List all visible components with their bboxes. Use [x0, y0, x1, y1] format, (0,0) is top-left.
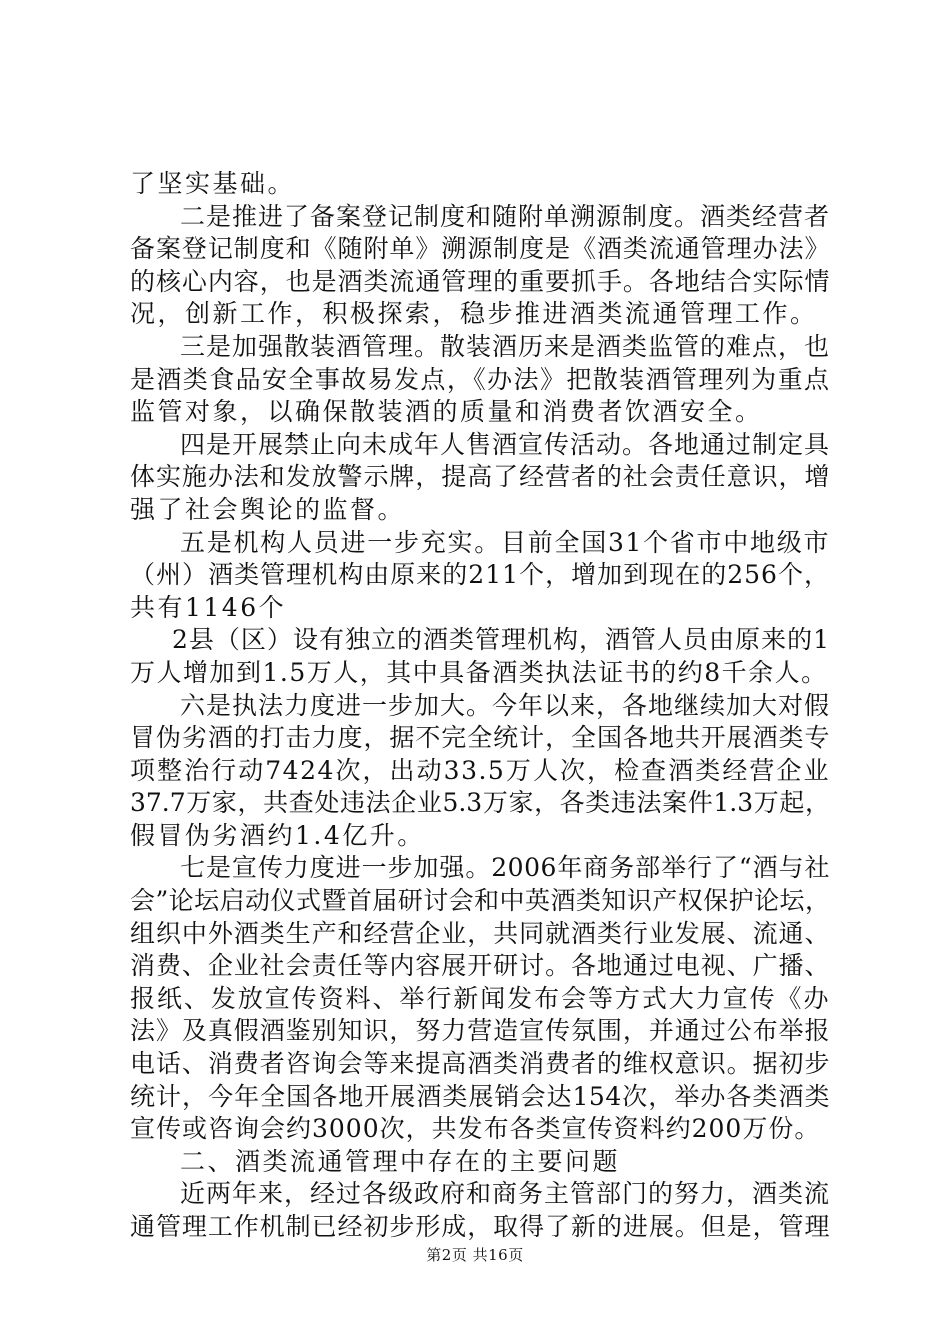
paragraph-line: 通管理工作机制已经初步形成，取得了新的进展。但是，管理	[130, 1212, 830, 1241]
paragraph-line: （州）酒类管理机构由原来的211个，增加到现在的256个，	[130, 560, 830, 590]
paragraph-line: 项整治行动7424次，出动33.5万人次，检查酒类经营企业	[130, 755, 830, 785]
paragraph-line: 宣传或咨询会约3000次，共发布各类宣传资料约200万份。	[130, 1114, 821, 1144]
section-heading: 二、酒类流通管理中存在的主要问题	[180, 1146, 621, 1176]
document-body	[130, 168, 830, 1244]
paragraph-line: 七是宣传力度进一步加强。2006年商务部举行了“酒与社	[180, 853, 830, 883]
paragraph-line: 电话、消费者咨询会等来提高酒类消费者的维权意识。据初步	[130, 1049, 830, 1079]
paragraph-line: 的核心内容，也是酒类流通管理的重要抓手。各地结合实际情	[130, 266, 830, 296]
paragraph-line: 会”论坛启动仪式暨首届研讨会和中英酒类知识产权保护论坛，	[130, 886, 830, 916]
paragraph-line: 监管对象，以确保散装酒的质量和消费者饮酒安全。	[130, 397, 763, 427]
paragraph-line: 是酒类食品安全事故易发点，《办法》把散装酒管理列为重点	[130, 364, 830, 394]
paragraph-line: 法》及真假酒鉴别知识，努力营造宣传氛围，并通过公布举报	[130, 1016, 830, 1046]
paragraph-line: 备案登记制度和《随附单》溯源制度是《酒类流通管理办法》	[130, 234, 830, 264]
paragraph-line: 强了社会舆论的监督。	[130, 494, 406, 524]
paragraph-line: 近两年来，经过各级政府和商务主管部门的努力，酒类流	[180, 1179, 831, 1209]
paragraph-line: 统计，今年全国各地开展酒类展销会达154次，举办各类酒类	[130, 1081, 830, 1111]
paragraph-line: 报纸、发放宣传资料、举行新闻发布会等方式大力宣传《办	[130, 983, 830, 1013]
paragraph-line: 冒伪劣酒的打击力度，据不完全统计，全国各地共开展酒类专	[130, 723, 830, 753]
paragraph-line: 体实施办法和发放警示牌，提高了经营者的社会责任意识，增	[130, 462, 830, 492]
paragraph-line: 共有1146个	[130, 592, 287, 622]
paragraph-line: 况，创新工作，积极探索，稳步推进酒类流通管理工作。	[130, 299, 818, 329]
paragraph-line: 五是机构人员进一步充实。目前全国31个省市中地级市	[180, 527, 830, 557]
paragraph-line: 四是开展禁止向未成年人售酒宣传活动。各地通过制定具	[180, 429, 831, 459]
paragraph-line: 2县（区）设有独立的酒类管理机构，酒管人员由原来的1	[172, 625, 830, 655]
page-number-footer: 第2页 共16页	[426, 1246, 524, 1264]
paragraph-line: 了坚实基础。	[130, 169, 296, 198]
paragraph-line: 六是执法力度进一步加大。今年以来，各地继续加大对假	[180, 690, 831, 720]
paragraph-line: 二是推进了备案登记制度和随附单溯源制度。酒类经营者	[180, 201, 831, 231]
paragraph-line: 万人增加到1.5万人，其中具备酒类执法证书的约8千余人。	[130, 657, 828, 687]
paragraph-line: 假冒伪劣酒约1.4亿升。	[130, 820, 425, 850]
paragraph-line: 消费、企业社会责任等内容展开研讨。各地通过电视、广播、	[130, 951, 830, 981]
paragraph-line: 组织中外酒类生产和经营企业，共同就酒类行业发展、流通、	[130, 918, 830, 948]
paragraph-line: 三是加强散装酒管理。散装酒历来是酒类监管的难点，也	[180, 331, 831, 361]
paragraph-line: 37.7万家，共查处违法企业5.3万家，各类违法案件1.3万起，	[130, 788, 830, 818]
